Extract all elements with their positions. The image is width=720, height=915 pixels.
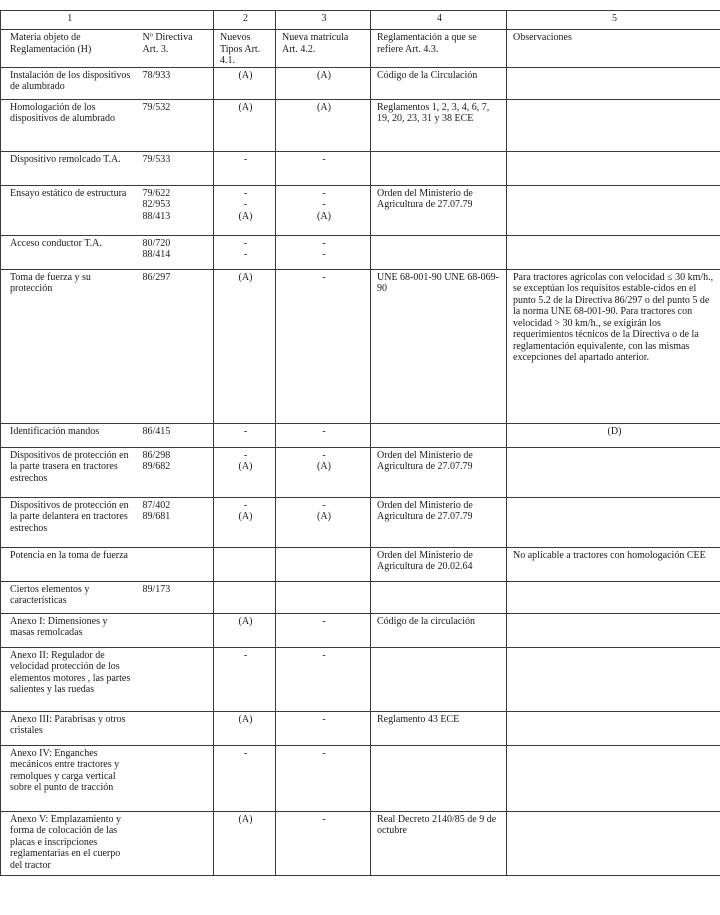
cell-nuevos-tipos: [214, 99, 276, 151]
cell-nueva-matricula: [276, 497, 371, 547]
cell-reglamentacion: Orden del Ministerio de Agricultura de 27.07.79: [371, 447, 507, 497]
cell-reglamentacion: UNE 68-001-90 UNE 68-069-90: [371, 269, 507, 423]
cell-line: -: [322, 499, 326, 511]
cell-observaciones: [507, 811, 720, 875]
cell-nuevos-tipos: [214, 745, 276, 811]
cell-line: -: [322, 615, 326, 627]
column-number: 5: [507, 11, 720, 30]
cell-reglamentacion: [371, 151, 507, 185]
cell-directiva: [137, 447, 214, 497]
cell-nueva-matricula: [276, 447, 371, 497]
header-materia: Materia objeto de Reglamentación (H): [1, 30, 137, 68]
cell-observaciones: (D): [507, 423, 720, 447]
cell-directiva: [137, 745, 214, 811]
cell-directiva: [137, 423, 214, 447]
cell-line: (A): [238, 713, 253, 725]
cell-line: -: [243, 449, 248, 461]
cell-nuevos-tipos: [214, 647, 276, 711]
cell-materia: Ciertos elementos y características: [1, 581, 137, 613]
cell-observaciones: [507, 711, 720, 745]
cell-nueva-matricula: [276, 581, 371, 613]
cell-directiva: [137, 99, 214, 151]
cell-observaciones: [507, 745, 720, 811]
cell-line: 88/413: [142, 210, 171, 222]
cell-line: (A): [317, 69, 331, 81]
cell-observaciones: [507, 185, 720, 235]
cell-materia: Toma de fuerza y su protección: [1, 269, 137, 423]
cell-nueva-matricula: [276, 151, 371, 185]
table-row: [1, 67, 720, 99]
cell-nueva-matricula: [276, 811, 371, 875]
header-nuevos-tipos: Nuevos Tipos Art. 4.1.: [214, 30, 276, 68]
cell-observaciones: [507, 447, 720, 497]
table-row: [1, 811, 720, 875]
cell-line: -: [322, 271, 326, 283]
cell-nuevos-tipos: [214, 547, 276, 581]
cell-reglamentacion: Reglamento 43 ECE: [371, 711, 507, 745]
table-row: [1, 745, 720, 811]
cell-line: (A): [238, 69, 253, 81]
cell-observaciones: Para tractores agrícolas con velocidad ≤ 30 km/h., se exceptúan los requisitos estable-cidos en el punto 5.2 de la Directiva 86/297 o del punto 5 de la norma UNE 68-001-90. Para tractores con velocidad > 30 km/h., se exigirán los requerimientos técnicos de la Directiva o de la reglamentación equivalente, con las mismas excepciones del apartado anterior.: [507, 269, 720, 423]
column-number: 2: [214, 11, 276, 30]
cell-reglamentacion: Orden del Ministerio de Agricultura de 27.07.79: [371, 185, 507, 235]
cell-line: -: [243, 153, 248, 165]
cell-line: (A): [238, 615, 253, 627]
cell-materia: Anexo II: Regulador de velocidad protección de los elementos motores , las partes salientes y las ruedas: [1, 647, 137, 711]
cell-observaciones: [507, 581, 720, 613]
cell-line: -: [243, 499, 248, 511]
cell-line: -: [322, 713, 326, 725]
table-row: [1, 497, 720, 547]
header-observaciones: Observaciones: [507, 30, 720, 68]
cell-nuevos-tipos: [214, 67, 276, 99]
cell-nueva-matricula: [276, 547, 371, 581]
cell-line: 89/173: [142, 583, 171, 595]
cell-nueva-matricula: [276, 745, 371, 811]
header-directiva: Nº Directiva Art. 3.: [137, 30, 214, 68]
cell-materia: Potencia en la toma de fuerza: [1, 547, 137, 581]
cell-line: (A): [317, 511, 331, 522]
cell-reglamentacion: Reglamentos 1, 2, 3, 4, 6, 7, 19, 20, 23, 31 y 38 ECE: [371, 99, 507, 151]
cell-line: -: [322, 425, 326, 437]
table-row: [1, 423, 720, 447]
header-reglamentacion: Reglamentación a que se refiere Art. 4.3.: [371, 30, 507, 68]
table-body: [1, 67, 720, 875]
cell-line: (A): [317, 461, 331, 472]
cell-reglamentacion: Orden del Ministerio de Agricultura de 27.07.79: [371, 497, 507, 547]
cell-line: (A): [238, 511, 253, 522]
cell-line: (A): [317, 101, 331, 113]
cell-line: -: [322, 813, 326, 825]
table-row: [1, 613, 720, 647]
header-row: [1, 30, 720, 68]
cell-line: -: [322, 649, 326, 661]
cell-reglamentacion: Código de la circulación: [371, 613, 507, 647]
cell-line: 79/533: [142, 153, 171, 165]
cell-line: 89/682: [142, 461, 171, 472]
cell-reglamentacion: [371, 423, 507, 447]
cell-directiva: [137, 269, 214, 423]
cell-line: 80/720: [142, 237, 171, 249]
cell-directiva: [137, 235, 214, 269]
cell-nuevos-tipos: [214, 711, 276, 745]
cell-line: -: [322, 153, 326, 165]
cell-nuevos-tipos: [214, 269, 276, 423]
cell-observaciones: [507, 235, 720, 269]
table-row: [1, 581, 720, 613]
cell-directiva: [137, 811, 214, 875]
cell-reglamentacion: [371, 745, 507, 811]
cell-nueva-matricula: [276, 613, 371, 647]
cell-directiva: [137, 151, 214, 185]
table-row: [1, 547, 720, 581]
cell-line: (A): [238, 813, 253, 825]
table-row: [1, 235, 720, 269]
cell-line: (A): [238, 271, 253, 283]
regulation-table: [0, 10, 720, 876]
cell-line: -: [322, 449, 326, 461]
cell-nuevos-tipos: [214, 423, 276, 447]
cell-observaciones: No aplicable a tractores con homologación CEE: [507, 547, 720, 581]
table-row: [1, 447, 720, 497]
cell-line: 86/297: [142, 271, 171, 283]
cell-nueva-matricula: [276, 269, 371, 423]
cell-directiva: [137, 185, 214, 235]
cell-reglamentacion: [371, 647, 507, 711]
cell-reglamentacion: Código de la Circulación: [371, 67, 507, 99]
cell-observaciones: [507, 497, 720, 547]
cell-line: -: [322, 199, 326, 210]
cell-observaciones: [507, 67, 720, 99]
cell-materia: Instalación de los dispositivos de alumbrado: [1, 67, 137, 99]
table-row: [1, 151, 720, 185]
cell-line: -: [243, 649, 248, 661]
cell-nuevos-tipos: [214, 447, 276, 497]
cell-observaciones: [507, 647, 720, 711]
cell-line: 88/414: [142, 249, 171, 260]
cell-reglamentacion: Real Decreto 2140/85 de 9 de octubre: [371, 811, 507, 875]
cell-materia: Homologación de los dispositivos de alumbrado: [1, 99, 137, 151]
cell-materia: Dispositivo remolcado T.A.: [1, 151, 137, 185]
column-number: 3: [276, 11, 371, 30]
cell-line: -: [243, 249, 248, 260]
cell-line: 89/681: [142, 511, 171, 522]
cell-line: -: [243, 747, 248, 759]
cell-materia: Dispositivos de protección en la parte delantera en tractores estrechos: [1, 497, 137, 547]
cell-materia: Dispositivos de protección en la parte trasera en tractores estrechos: [1, 447, 137, 497]
cell-line: -: [322, 249, 326, 260]
cell-nueva-matricula: [276, 711, 371, 745]
cell-directiva: [137, 581, 214, 613]
column-number-row: [1, 11, 720, 30]
cell-line: -: [243, 237, 248, 249]
cell-nueva-matricula: [276, 235, 371, 269]
cell-line: 82/953: [142, 199, 171, 210]
table-row: [1, 185, 720, 235]
cell-materia: Anexo V: Emplazamiento y forma de colocación de las placas e inscripciones reglamentarias en el cuerpo del tractor: [1, 811, 137, 875]
cell-directiva: [137, 497, 214, 547]
column-number: 1: [1, 11, 137, 30]
cell-line: 87/402: [142, 499, 171, 511]
cell-line: -: [322, 187, 326, 199]
cell-nuevos-tipos: [214, 185, 276, 235]
cell-nueva-matricula: [276, 647, 371, 711]
cell-line: (A): [238, 210, 253, 222]
cell-directiva: [137, 67, 214, 99]
cell-line: 79/622: [142, 187, 171, 199]
cell-materia: Anexo IV: Enganches mecánicos entre tractores y remolques y carga vertical sobre el punto de tracción: [1, 745, 137, 811]
cell-materia: Identificación mandos: [1, 423, 137, 447]
table-row: [1, 269, 720, 423]
cell-directiva: [137, 547, 214, 581]
header-nueva-matricula: Nueva matrícula Art. 4.2.: [276, 30, 371, 68]
cell-line: 86/415: [142, 425, 171, 437]
cell-line: 78/933: [142, 69, 171, 81]
cell-line: 86/298: [142, 449, 171, 461]
column-number: 4: [371, 11, 507, 30]
cell-nuevos-tipos: [214, 497, 276, 547]
cell-materia: Anexo I: Dimensiones y masas remolcadas: [1, 613, 137, 647]
cell-line: -: [322, 747, 326, 759]
cell-nuevos-tipos: [214, 151, 276, 185]
cell-directiva: [137, 613, 214, 647]
cell-nuevos-tipos: [214, 235, 276, 269]
cell-observaciones: [507, 613, 720, 647]
cell-line: 79/532: [142, 101, 171, 113]
cell-line: -: [243, 187, 248, 199]
cell-nueva-matricula: [276, 423, 371, 447]
cell-materia: Acceso conductor T.A.: [1, 235, 137, 269]
cell-reglamentacion: [371, 235, 507, 269]
cell-line: -: [243, 425, 248, 437]
cell-nueva-matricula: [276, 99, 371, 151]
column-number: [137, 11, 214, 30]
table-row: [1, 711, 720, 745]
cell-directiva: [137, 647, 214, 711]
cell-line: (A): [238, 461, 253, 472]
cell-observaciones: [507, 151, 720, 185]
cell-line: (A): [238, 101, 253, 113]
cell-materia: Ensayo estático de estructura: [1, 185, 137, 235]
cell-reglamentacion: [371, 581, 507, 613]
cell-materia: Anexo III: Parabrisas y otros cristales: [1, 711, 137, 745]
table-row: [1, 647, 720, 711]
cell-nuevos-tipos: [214, 581, 276, 613]
cell-line: -: [243, 199, 248, 210]
cell-nuevos-tipos: [214, 811, 276, 875]
cell-nueva-matricula: [276, 185, 371, 235]
cell-observaciones: [507, 99, 720, 151]
cell-line: -: [322, 237, 326, 249]
cell-line: (A): [317, 210, 331, 222]
cell-nuevos-tipos: [214, 613, 276, 647]
cell-directiva: [137, 711, 214, 745]
cell-reglamentacion: Orden del Ministerio de Agricultura de 20.02.64: [371, 547, 507, 581]
cell-nueva-matricula: [276, 67, 371, 99]
table-row: [1, 99, 720, 151]
